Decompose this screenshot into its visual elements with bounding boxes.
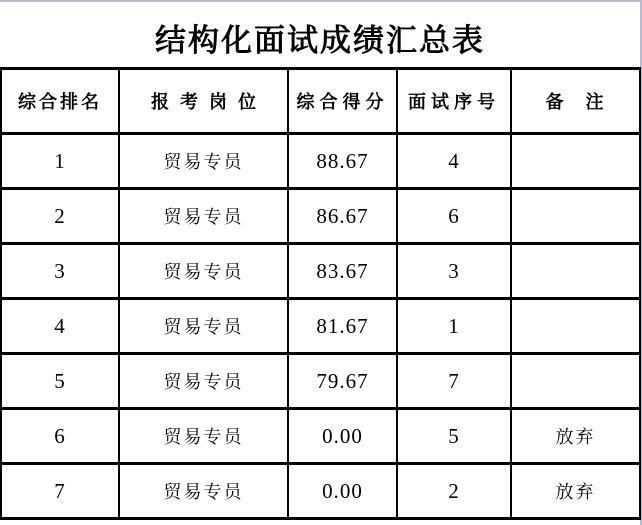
cell-score: 88.67 [288,134,397,189]
cell-score: 81.67 [288,299,397,354]
cell-score: 83.67 [288,244,397,299]
cell-position: 贸易专员 [119,409,288,464]
page-title: 结构化面试成绩汇总表 [155,22,485,58]
cell-remark [511,189,640,244]
header-remark: 备 注 [511,69,640,134]
table-row [1,464,640,519]
header-rank: 综合排名 [1,69,119,134]
cell-position: 贸易专员 [119,244,288,299]
cell-interview-no: 1 [397,299,511,354]
cell-interview-no: 7 [397,354,511,409]
table-row [1,134,640,189]
cell-interview-no: 4 [397,134,511,189]
cell-rank: 6 [1,409,119,464]
cell-position: 贸易专员 [119,299,288,354]
cell-interview-no: 5 [397,409,511,464]
cell-interview-no: 3 [397,244,511,299]
table-row [1,354,640,409]
cell-score: 86.67 [288,189,397,244]
header-score: 综合得分 [288,69,397,134]
cell-rank: 7 [1,464,119,519]
cell-remark: 放弃 [511,464,640,519]
header-row [1,69,640,134]
table-row [1,409,640,464]
cell-remark [511,354,640,409]
cell-position: 贸易专员 [119,354,288,409]
cell-position: 贸易专员 [119,464,288,519]
cell-rank: 2 [1,189,119,244]
cell-rank: 5 [1,354,119,409]
cell-score: 0.00 [288,464,397,519]
cell-position: 贸易专员 [119,134,288,189]
title-bar [0,2,640,66]
table-row [1,299,640,354]
cell-position: 贸易专员 [119,189,288,244]
table-row [1,189,640,244]
cell-score: 79.67 [288,354,397,409]
header-position: 报考岗位 [119,69,288,134]
cell-interview-no: 6 [397,189,511,244]
table-header [1,69,640,134]
interview-score-table [0,67,641,520]
cell-rank: 4 [1,299,119,354]
cell-remark: 放弃 [511,409,640,464]
cell-score: 0.00 [288,409,397,464]
cell-remark [511,244,640,299]
cell-rank: 3 [1,244,119,299]
cell-interview-no: 2 [397,464,511,519]
table-row [1,244,640,299]
table-body [1,134,640,519]
cell-remark [511,299,640,354]
cell-remark [511,134,640,189]
header-interview-no: 面试序号 [397,69,511,134]
cell-rank: 1 [1,134,119,189]
